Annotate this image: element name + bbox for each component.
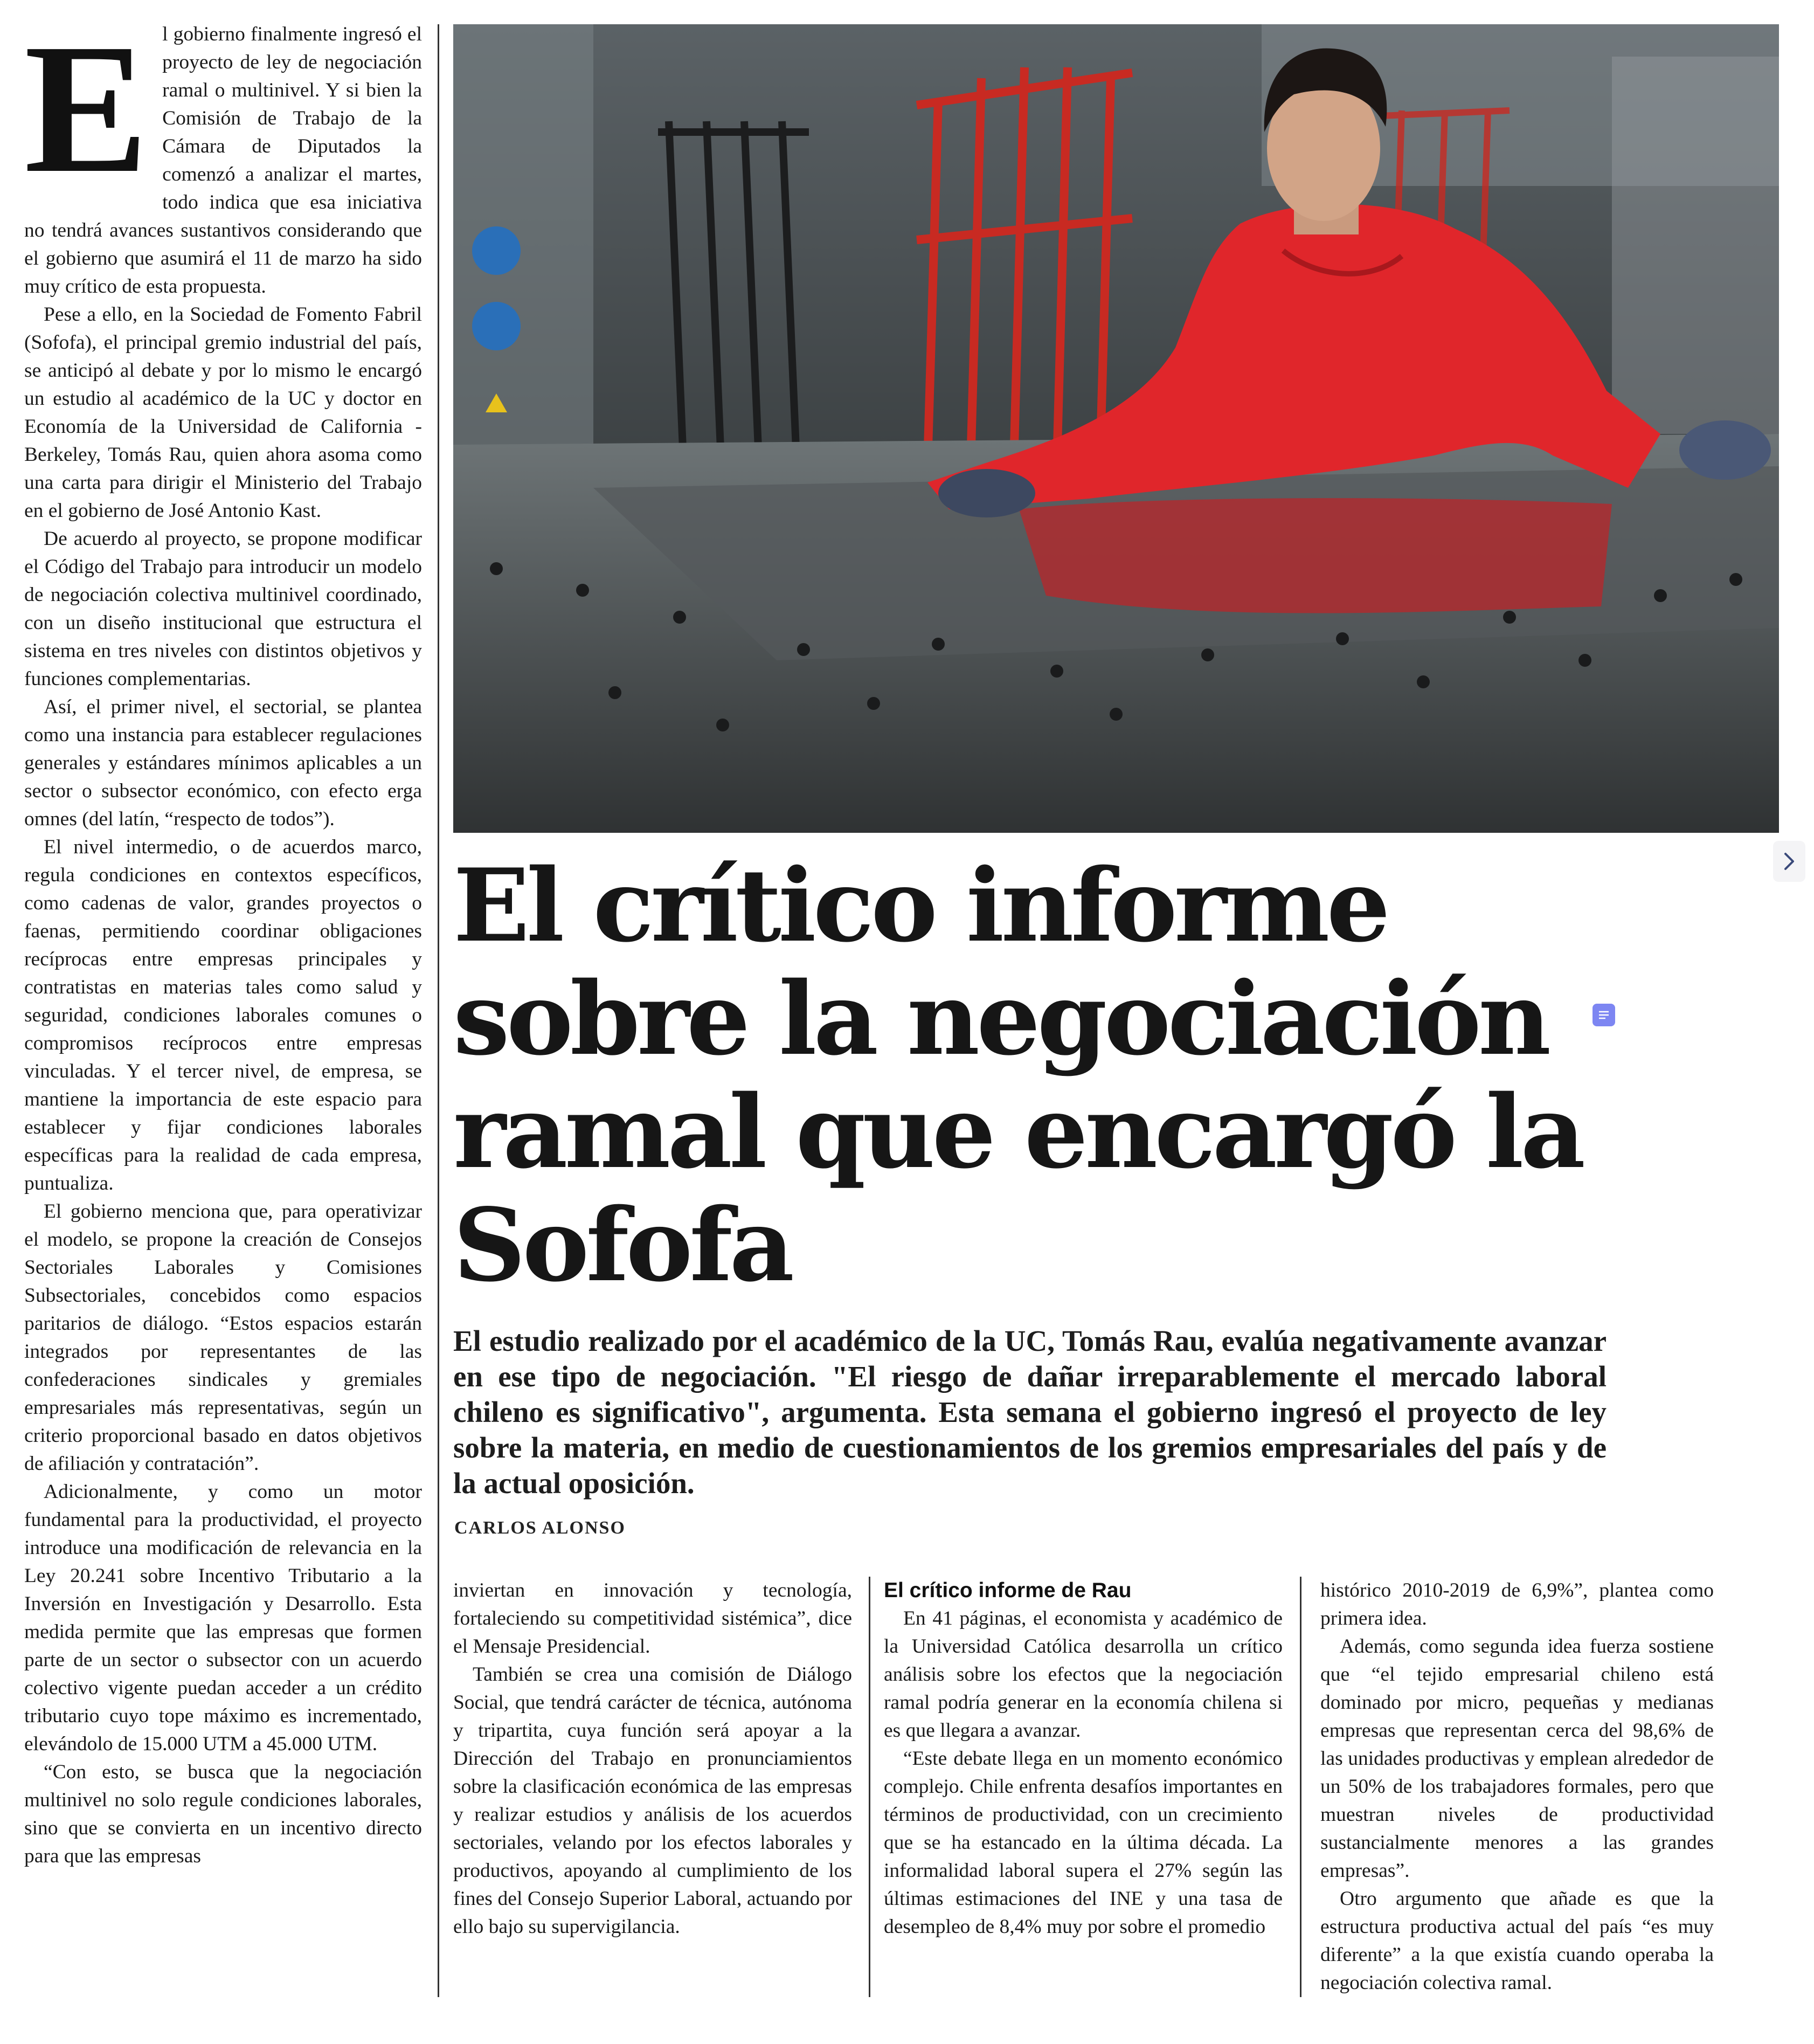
note-button[interactable] bbox=[1593, 1004, 1615, 1026]
article-column-1 bbox=[24, 5, 422, 1870]
drop-cap: E bbox=[24, 5, 149, 211]
paragraph: Así, el primer nivel, el sectorial, se plantea como una instancia para establecer regulaciones generales y estándares mínimos aplicables a un sector o subsector económico, con efecto erga omnes (del latín, “respecto de todos”). bbox=[24, 696, 422, 830]
headline: El crítico informe sobre la negociación ramal que encargó la Sofofa bbox=[453, 846, 1583, 1304]
paragraph: De acuerdo al proyecto, se propone modificar el Código del Trabajo para introducir un modelo de negociación colectiva multinivel coordinado, con un diseño institucional que estructura el sistema en tres niveles con distintos objetivos y funciones complementarias. bbox=[24, 528, 422, 690]
column-rule bbox=[869, 1577, 870, 1997]
chevron-right-icon bbox=[1780, 850, 1798, 873]
column-rule bbox=[1300, 1577, 1301, 1997]
paragraph: Pese a ello, en la Sociedad de Fomento Fabril (Sofofa), el principal gremio industrial del país, se anticipó al debate y por lo mismo le encargó un estudio al académico de la UC y doctor en Economía de la Universidad de California - Berkeley, Tomás Rau, quien ahora asoma como una carta para dirigir el Ministerio del Trabajo en el gobierno de José Antonio Kast. bbox=[24, 303, 422, 522]
paragraph: inviertan en innovación y tecnología, fortaleciendo su competitividad sistémica”, dice el Mensaje Presidencial. bbox=[453, 1579, 852, 1658]
paragraph: l gobierno finalmente ingresó el proyecto de ley de negociación ramal o multinivel. Y si bien la Comisión de Trabajo de la Cámara de Diputados la comenzó a analizar el martes, todo indica que esa iniciativa no tendrá avances sustantivos considerando que el gobierno que asumirá el 11 de marzo ha sido muy crítico de esta propuesta. bbox=[24, 23, 422, 298]
next-page-button[interactable] bbox=[1773, 841, 1805, 882]
paragraph: En 41 páginas, el economista y académico de la Universidad Católica desarrolla un crítico análisis sobre los efectos que la negociación ramal podría generar en la economía chilena si es que llegara a avanzar. bbox=[884, 1607, 1283, 1742]
article-column-4 bbox=[1320, 1577, 1714, 1997]
paragraph: Además, como segunda idea fuerza sostiene que “el tejido empresarial chileno está dominado por micro, pequeñas y medianas empresas que representan cerca del 98,6% de las unidades productivas y emplean alrededor de un 50% de los trabajadores formales, pero que muestran niveles de productividad sustancialmente menores a las grandes empresas”. bbox=[1320, 1635, 1714, 1882]
paragraph: Otro argumento que añade es que la estructura productiva actual del país “es muy diferente” a la que existía cuando operaba la negociación colectiva ramal. bbox=[1320, 1888, 1714, 1994]
article-photo bbox=[453, 24, 1779, 833]
article-column-3 bbox=[884, 1577, 1283, 1941]
paragraph: Adicionalmente, y como un motor fundamental para la productividad, el proyecto introduce una modificación de relevancia en la Ley 20.241 sobre Incentivo Tributario a la Inversión en Investigación y Desarrollo. Esta medida permite que las empresas que formen parte de un sector o subsector con un acuerdo colectivo vigente puedan acceder a un crédito tributario cuyo tope máximo es incrementado, elevándolo de 15.000 UTM a 45.000 UTM. bbox=[24, 1481, 422, 1755]
paragraph: “Este debate llega en un momento económico complejo. Chile enfrenta desafíos importantes en términos de productividad, con un crecimiento que se ha estancado en la última década. La informalidad laboral supera el 27% según las últimas estimaciones del INE y una tasa de desempleo de 8,4% muy por sobre el promedio bbox=[884, 1748, 1283, 1938]
paragraph: “Con esto, se busca que la negociación multinivel no solo regule condiciones laborales, sino que se convierta en un incentivo directo para que las empresas bbox=[24, 1761, 422, 1867]
byline: CARLOS ALONSO bbox=[454, 1518, 626, 1538]
note-icon bbox=[1593, 1004, 1615, 1026]
paragraph: El nivel intermedio, o de acuerdos marco, regula condiciones en contextos específicos, como cadenas de valor, grandes proyectos o faenas, permitiendo coordinar obligaciones recíprocas entre empresas principales y contratistas en materias tales como salud y seguridad, condiciones laborales comunes o compromisos recíprocos entre empresas vinculadas. Y el tercer nivel, de empresa, se mantiene la importancia de este espacio para establecer y fijar condiciones laborales específicas para la realidad de cada empresa, puntualiza. bbox=[24, 836, 422, 1194]
column-rule bbox=[438, 24, 439, 1997]
paragraph: El gobierno menciona que, para operativizar el modelo, se propone la creación de Consejos Sectoriales Laborales y Comisiones Subsectoriales, concebidos como espacios paritarios de diálogo. “Estos espacios estarán integrados por representantes de las confederaciones sindicales y gremiales empresariales más representativas, según un criterio proporcional basado en datos objetivos de afiliación y contratación”. bbox=[24, 1200, 422, 1475]
subheadline: El estudio realizado por el académico de la UC, Tomás Rau, evalúa negativamente avanzar en ese tipo de negociación. "El riesgo de dañar irreparablemente el mercado laboral chileno es significativo", argumenta. Esta semana el gobierno ingresó el proyecto de ley sobre la materia, en medio de cuestionamientos de los gremios empresariales del país y de la actual oposición. bbox=[453, 1324, 1607, 1500]
factory-worker-illustration bbox=[453, 24, 1779, 833]
paragraph: histórico 2010-2019 de 6,9%”, plantea como primera idea. bbox=[1320, 1579, 1714, 1629]
section-title: El crítico informe de Rau bbox=[884, 1579, 1132, 1602]
paragraph: También se crea una comisión de Diálogo Social, que tendrá carácter de técnica, autónoma y tripartita, cuya función será apoyar a la Dirección del Trabajo en pronunciamientos sobre la clasificación económica de las empresas y realizar estudios y análisis de los acuerdos sectoriales, velando por los efectos laborales y productivos, apoyando al cumplimiento de los fines del Consejo Superior Laboral, actuando por ello bajo su supervigilancia. bbox=[453, 1663, 852, 1938]
article-column-2 bbox=[453, 1577, 852, 1941]
